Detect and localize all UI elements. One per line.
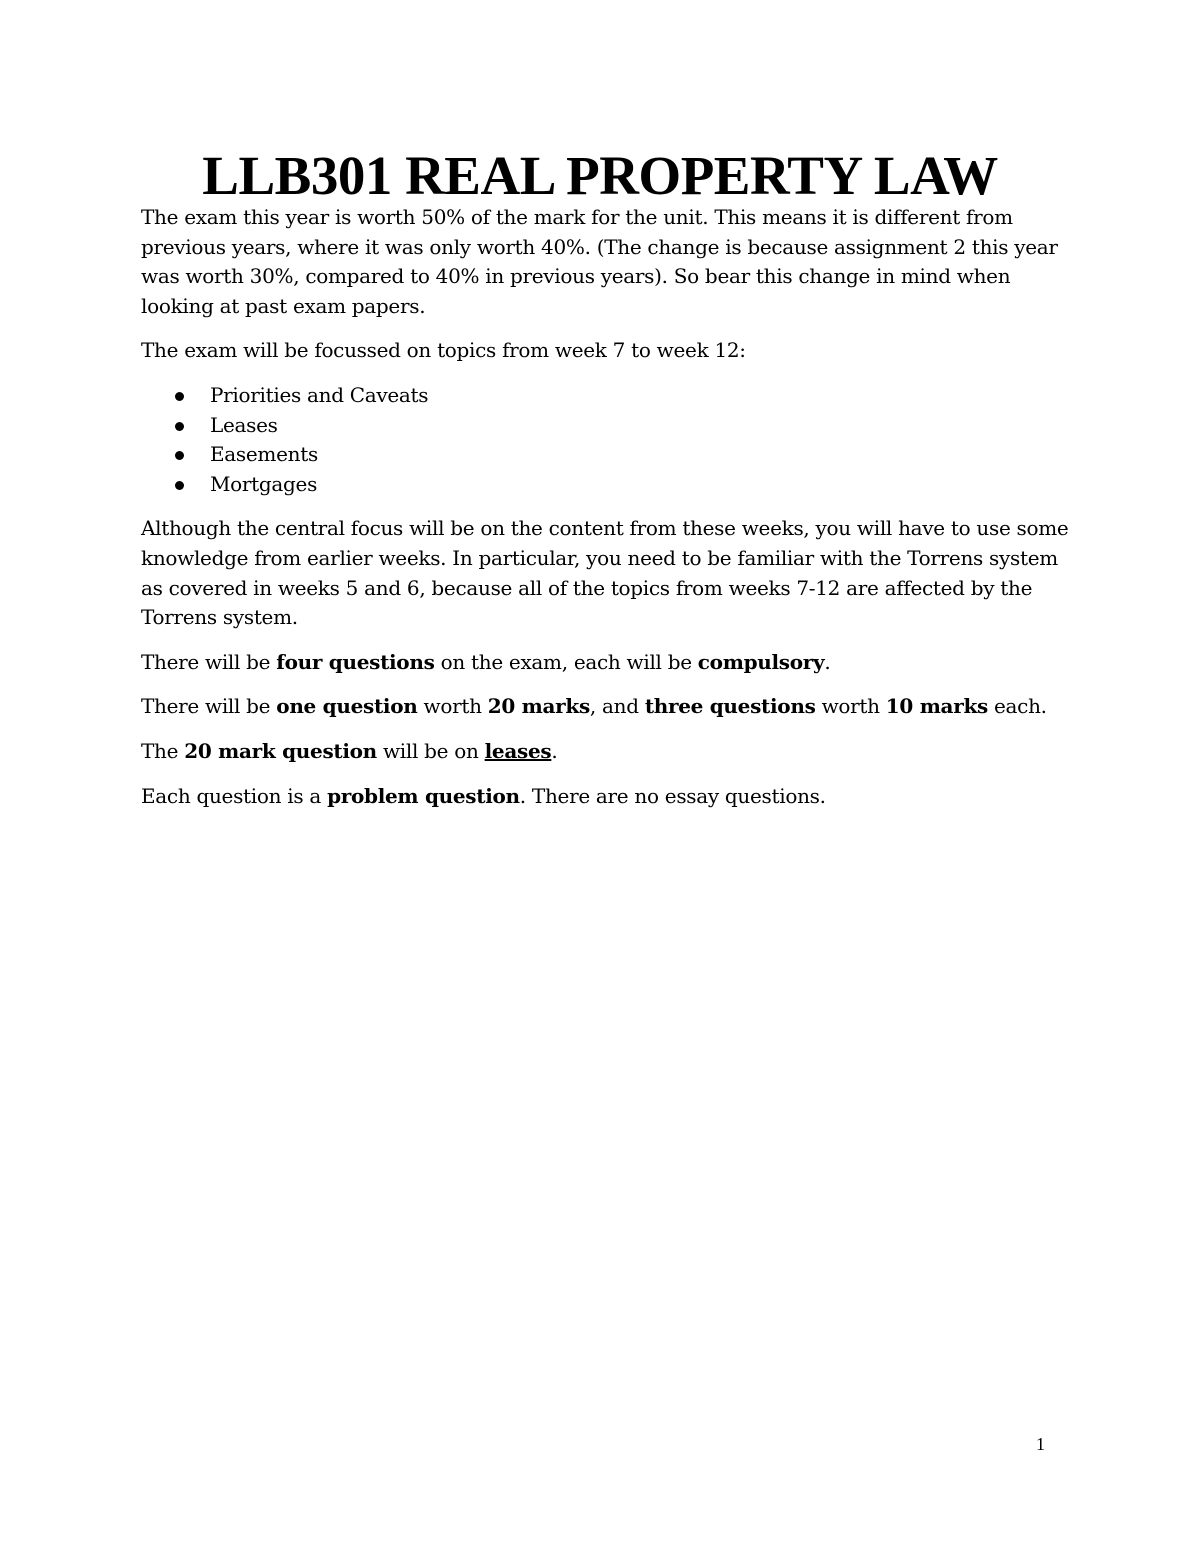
bullet-icon [175, 392, 184, 401]
bullet-icon [175, 422, 184, 431]
list-item [141, 440, 1071, 470]
topics-intro-paragraph: The exam will be focussed on topics from week 7 to week 12: [141, 338, 746, 363]
bold-text: four questions [276, 649, 435, 674]
marks-paragraph [141, 692, 1071, 722]
bold-text: one question [276, 694, 418, 719]
text-run: worth [417, 694, 488, 719]
text-run: worth [815, 694, 886, 719]
text-run: will be on [376, 738, 485, 763]
underlined-text: leases [484, 738, 552, 763]
list-item-label: Mortgages [210, 471, 318, 496]
text-run: The [141, 738, 185, 763]
problem-question-paragraph [141, 782, 1071, 812]
bold-text: 20 mark question [184, 738, 377, 763]
list-item-label: Priorities and Caveats [210, 382, 429, 407]
text-run: . [551, 738, 558, 763]
leases-paragraph [141, 737, 1071, 767]
list-item [141, 381, 1071, 411]
bullet-icon [175, 451, 184, 460]
list-item-label: Easements [210, 442, 318, 467]
document-title: LLB301 REAL PROPERTY LAW [202, 145, 998, 206]
topics-list [141, 381, 1071, 499]
text-run: There will be [141, 694, 277, 719]
questions-count-paragraph [141, 648, 1071, 678]
text-run: There will be [141, 649, 277, 674]
text-run: , and [589, 694, 645, 719]
text-run: . [824, 649, 831, 674]
list-item-label: Leases [210, 412, 278, 437]
text-run: . There are no essay questions. [519, 783, 826, 808]
bold-text: compulsory [697, 649, 825, 674]
text-run: each. [987, 694, 1047, 719]
bold-text: 20 marks [487, 694, 590, 719]
intro-paragraph: The exam this year is worth 50% of the mark for the unit. This means it is different from previous years, where it was only worth 40%. (The change is because assignment 2 this year was worth 30%, compared to 40% in previous years). So bear this change in mind when looking at past exam papers. [141, 205, 1058, 318]
text-run: Each question is a [141, 783, 328, 808]
document-body [141, 203, 1071, 826]
bold-text: 10 marks [885, 694, 988, 719]
list-item [141, 470, 1071, 500]
list-item [141, 411, 1071, 441]
bold-text: problem question [327, 783, 520, 808]
page-number: 1 [1036, 1434, 1045, 1454]
bold-underlined-text [485, 739, 552, 763]
text-run: on the exam, each will be [434, 649, 698, 674]
focus-paragraph: Although the central focus will be on the content from these weeks, you will have to use some knowledge from earlier weeks. In particular, you need to be familiar with the Torrens system as covered in weeks 5 and 6, because all of the topics from weeks 7-12 are affected by the Torrens system. [141, 516, 1069, 630]
bold-text: three questions [644, 694, 816, 719]
bullet-icon [175, 481, 184, 490]
